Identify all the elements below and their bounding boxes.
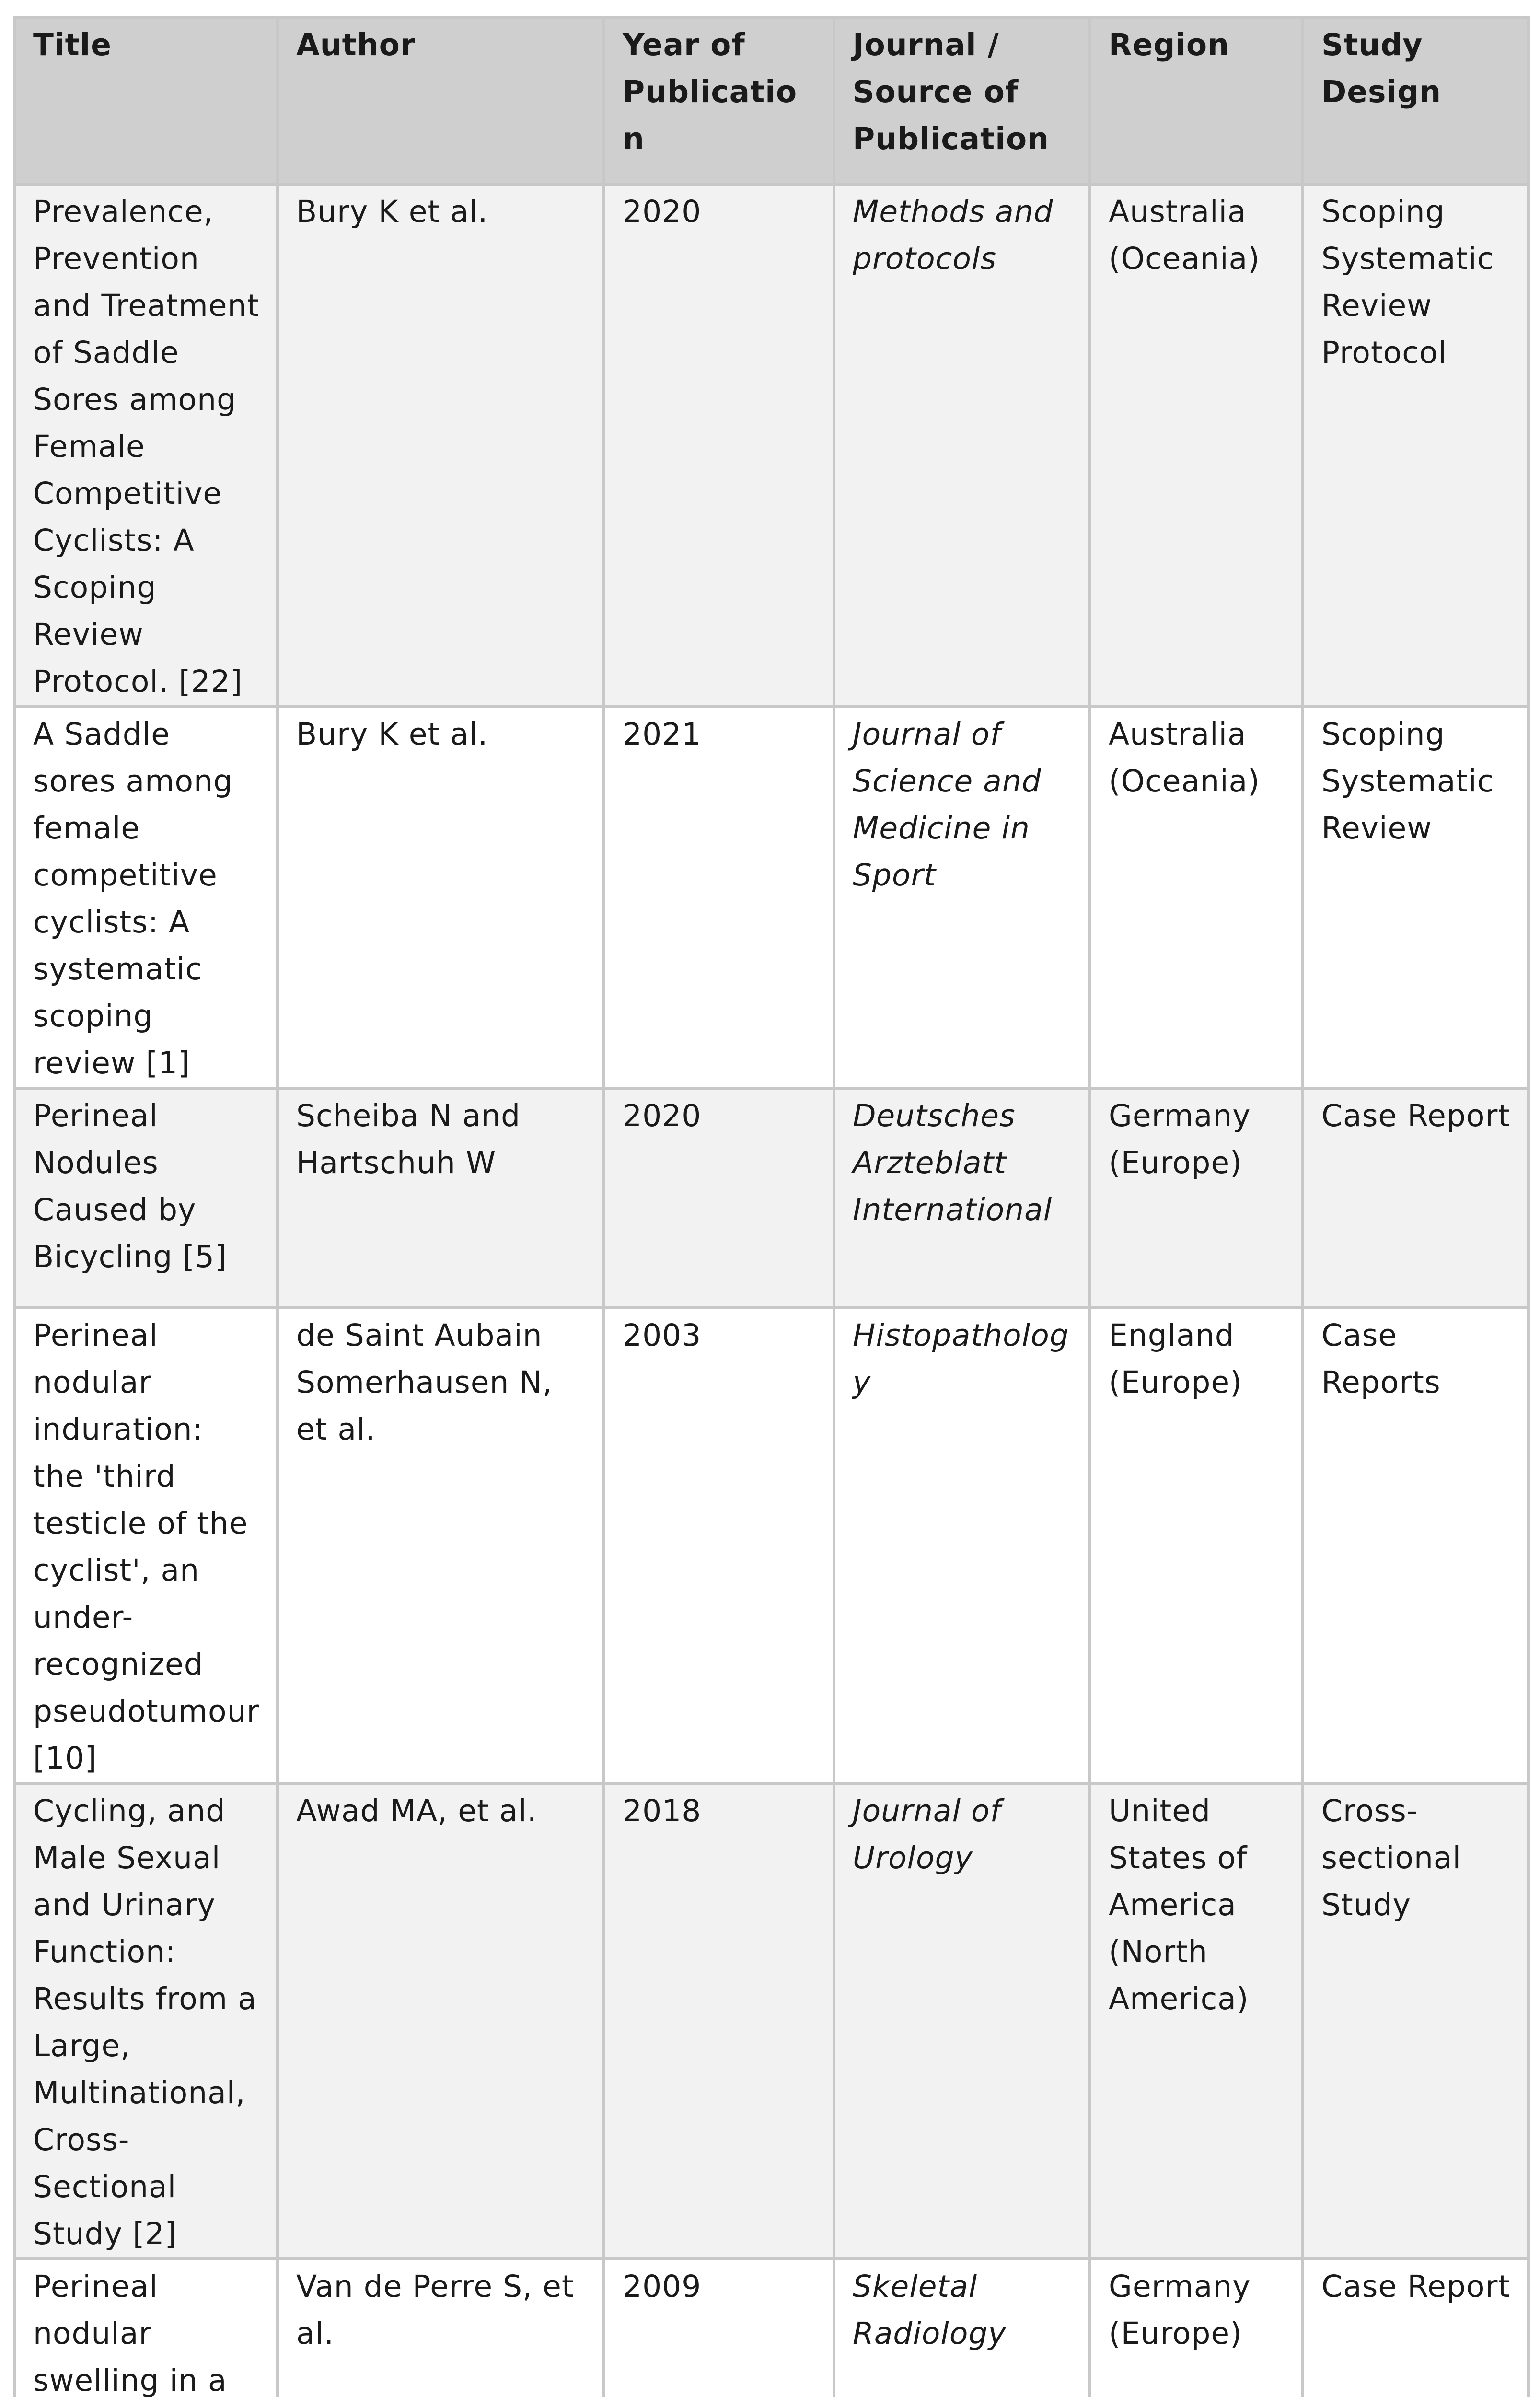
cell-author: Scheiba N and Hartschuh W xyxy=(278,1088,604,1308)
header-author: Author xyxy=(278,17,604,184)
cell-journal: Journal of Urology xyxy=(834,1783,1090,2259)
header-title: Title xyxy=(14,17,278,184)
table-row xyxy=(14,2259,1528,2397)
cell-author: Awad MA, et al. xyxy=(278,1783,604,2259)
cell-year: 2018 xyxy=(604,1783,834,2259)
cell-year: 2009 xyxy=(604,2259,834,2397)
cell-author: de Saint Aubain Somerhausen N, et al. xyxy=(278,1308,604,1783)
cell-journal: Journal of Science and Medicine in Sport xyxy=(834,707,1090,1088)
cell-region: United States of America (North America) xyxy=(1090,1783,1303,2259)
cell-title: Perineal Nodules Caused by Bicycling [5] xyxy=(14,1088,278,1308)
cell-region: Australia (Oceania) xyxy=(1090,707,1303,1088)
cell-author: Bury K et al. xyxy=(278,184,604,707)
cell-year: 2021 xyxy=(604,707,834,1088)
table-row xyxy=(14,707,1528,1088)
cell-study-design: Scoping Systematic Review xyxy=(1303,707,1528,1088)
cell-author: Van de Perre S, et al. xyxy=(278,2259,604,2397)
table-row xyxy=(14,1783,1528,2259)
cell-study-design: Scoping Systematic Review Protocol xyxy=(1303,184,1528,707)
table-row xyxy=(14,184,1528,707)
cell-title: Prevalence, Prevention and Treatment of Saddle Sores among Female Competitive Cyclists: A Scoping Review Protocol. [22] xyxy=(14,184,278,707)
cell-region: Germany (Europe) xyxy=(1090,2259,1303,2397)
header-journal: Journal / Source of Publication xyxy=(834,17,1090,184)
table-row xyxy=(14,1308,1528,1783)
cell-journal: Skeletal Radiology xyxy=(834,2259,1090,2397)
cell-study-design: Case Reports xyxy=(1303,1308,1528,1783)
cell-region: Germany (Europe) xyxy=(1090,1088,1303,1308)
cell-title: Perineal nodular induration: the 'third testicle of the cyclist', an under-recognized pseudotumour [10] xyxy=(14,1308,278,1783)
cell-region: England (Europe) xyxy=(1090,1308,1303,1783)
cell-year: 2003 xyxy=(604,1308,834,1783)
cell-region: Australia (Oceania) xyxy=(1090,184,1303,707)
header-study-design: Study Design xyxy=(1303,17,1528,184)
cell-journal: Deutsches Arzteblatt International xyxy=(834,1088,1090,1308)
cell-study-design: Cross-sectional Study xyxy=(1303,1783,1528,2259)
cell-author: Bury K et al. xyxy=(278,707,604,1088)
cell-year: 2020 xyxy=(604,184,834,707)
table-header-row xyxy=(14,17,1528,184)
cell-study-design: Case Report xyxy=(1303,1088,1528,1308)
cell-study-design: Case Report xyxy=(1303,2259,1528,2397)
header-year: Year of Publication xyxy=(604,17,834,184)
cell-journal: Histopathology xyxy=(834,1308,1090,1783)
studies-table-container xyxy=(13,16,1527,2397)
cell-year: 2020 xyxy=(604,1088,834,1308)
studies-table xyxy=(13,16,1530,2397)
header-region: Region xyxy=(1090,17,1303,184)
cell-journal: Methods and protocols xyxy=(834,184,1090,707)
cell-title: A Saddle sores among female competitive cyclists: A systematic scoping review [1] xyxy=(14,707,278,1088)
table-row xyxy=(14,1088,1528,1308)
cell-title: Cycling, and Male Sexual and Urinary Function: Results from a Large, Multinational, Cross-Sectional Study [2] xyxy=(14,1783,278,2259)
cell-title: Perineal nodular swelling in a xyxy=(14,2259,278,2397)
